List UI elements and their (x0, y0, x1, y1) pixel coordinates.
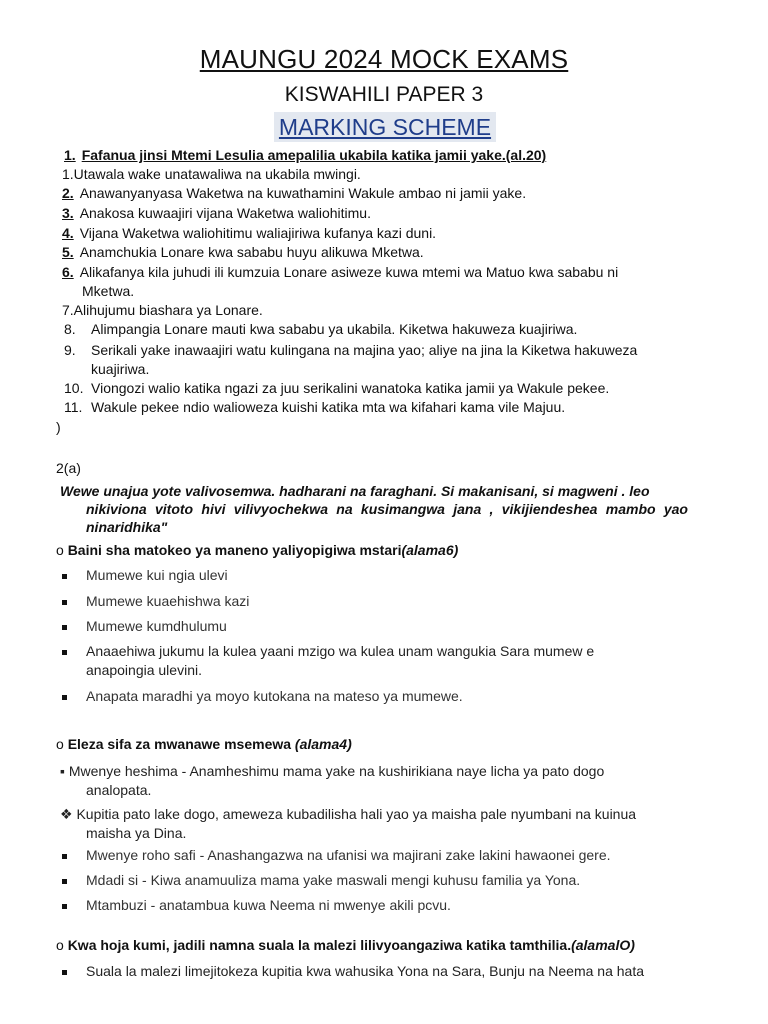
diamond-bullet-icon: ❖ (60, 806, 73, 822)
q2a-part1-marks: (alama6) (401, 542, 459, 558)
q1-item (62, 243, 424, 262)
q2a-part3-heading (56, 936, 635, 955)
q2a-part2-marks: (alama4) (294, 736, 352, 752)
list-item (60, 805, 700, 843)
document-subtitle: KISWAHILI PAPER 3 (284, 83, 484, 106)
q1-item-number: 11. (64, 399, 83, 415)
q2a-quote-first: Wewe unajua yote valivosemwa. hadharani na faraghani. Si makanisani, si magweni . leo (60, 483, 650, 499)
q2a-part2-heading (56, 735, 352, 754)
square-bullet-icon (62, 879, 67, 884)
small-square-bullet-icon: ▪ (60, 763, 65, 779)
list-item (60, 871, 580, 890)
list-item (60, 846, 611, 865)
q1-question (64, 146, 546, 165)
q1-number: 1. (64, 147, 76, 163)
list-item-continuation: maisha ya Dina. (86, 825, 187, 841)
q1-item-text: Alikafanya kila juhudi ili kumzuia Lonare asiweze kuwa mtemi wa Matuo kwa sababu ni (79, 264, 619, 280)
q1-item (62, 263, 618, 282)
list-item-text: Mumewe kumdhulumu (86, 618, 227, 634)
square-bullet-icon (62, 625, 67, 630)
list-item-continuation: anapoingia ulevini. (86, 662, 202, 678)
q1-item-continuation: Mketwa. (82, 283, 135, 299)
list-item-text: Kupitia pato lake dogo, ameweza kubadilisha hali yao ya maisha pale nyumbani na kuinua (76, 806, 637, 822)
list-item (60, 762, 700, 800)
closing-parenthesis: ) (56, 419, 61, 435)
q1-item-text: Wakule pekee ndio walioweza kuishi katika mta wa kifahari kama vile Majuu. (91, 399, 566, 415)
square-bullet-icon (62, 600, 67, 605)
list-item-text: Mumewe kui ngia ulevi (86, 567, 228, 583)
q1-item-number: 4. (62, 225, 74, 241)
square-bullet-icon (62, 854, 67, 859)
q1-item-number: 6. (62, 264, 74, 280)
q1-item (64, 398, 565, 417)
list-item (60, 642, 700, 680)
square-bullet-icon (62, 574, 67, 579)
q1-text: Fafanua jinsi Mtemi Lesulia amepalilia ukabila katika jamii yake.(al.20) (81, 147, 547, 163)
q1-item: 7.Alihujumu biashara ya Lonare. (62, 302, 263, 318)
square-bullet-icon (62, 970, 67, 975)
list-item-text: Mwenye roho safi - Anashangazwa na ufanisi wa majirani zake lakini hawaonei gere. (86, 847, 611, 863)
q1-item-number: 2. (62, 185, 74, 201)
q2a-quote-rest: nikiviona vitoto hivi vilivyochekwa na kusimangwa jana , vikijiendeshea mambo yao ninaridhika" (86, 501, 688, 535)
q1-item-number: 10. (64, 380, 84, 396)
list-item-text: Mumewe kuaehishwa kazi (86, 593, 250, 609)
q1-item-text: Vijana Waketwa waliohitimu waliajiriwa kufanya kazi duni. (79, 225, 437, 241)
square-bullet-icon (62, 904, 67, 909)
q1-item-number: 5. (62, 244, 74, 260)
list-item (60, 962, 700, 981)
circle-bullet-marker: o (56, 542, 64, 558)
circle-bullet-marker: o (56, 937, 64, 953)
q2a-quote (60, 482, 688, 536)
q2a-label: 2(a) (56, 460, 81, 476)
list-item (60, 592, 249, 611)
list-item (60, 566, 228, 585)
list-item-text: Suala la malezi limejitokeza kupitia kwa wahusika Yona na Sara, Bunju na Neema na hata (86, 963, 645, 979)
circle-bullet-marker: o (56, 736, 64, 752)
list-item-text: Mwenye heshima - Anamheshimu mama yake na kushirikiana naye licha ya pato dogo (68, 763, 605, 779)
q1-item-continuation: kuajiriwa. (91, 361, 150, 377)
q2a-part1-text: Baini sha matokeo ya maneno yaliyopigiwa mstari (67, 542, 402, 558)
q1-item-text: Anawanyanyasa Waketwa na kuwathamini Wakule ambao ni jamii yake. (79, 185, 527, 201)
q1-item (64, 341, 637, 360)
list-item-text: Mtambuzi - anatambua kuwa Neema ni mwenye akili pcvu. (86, 897, 451, 913)
q1-item (62, 204, 371, 223)
q1-item-text: Anamchukia Lonare kwa sababu huyu alikuwa Mketwa. (79, 244, 424, 260)
q1-item-text: Viongozi walio katika ngazi za juu serikalini wanatoka katika jamii ya Wakule pekee. (91, 380, 610, 396)
marking-scheme-heading (274, 112, 496, 142)
q2a-part2-text: Eleza sifa za mwanawe msemewa (67, 736, 292, 752)
list-item-continuation: analopata. (86, 782, 152, 798)
q1-item-number: 3. (62, 205, 74, 221)
q2a-part1-heading (56, 541, 458, 560)
q2a-part3-text: Kwa hoja kumi, jadili namna suala la malezi lilivyoangaziwa katika tamthilia. (67, 937, 572, 953)
list-item (60, 687, 463, 706)
q1-item (62, 184, 526, 203)
list-item-text: Anapata maradhi ya moyo kutokana na mateso ya mumewe. (86, 688, 463, 704)
q1-item (64, 379, 609, 398)
q1-item-number: 9. (64, 342, 76, 358)
q1-item-text: Anakosa kuwaajiri vijana Waketwa waliohitimu. (79, 205, 371, 221)
q1-item (64, 320, 577, 339)
q2a-part3-marks: (alamalO) (571, 937, 635, 953)
q1-item-text: Serikali yake inawaajiri watu kulingana na majina yao; aliye na jina la Kiketwa hakuweza (91, 342, 638, 358)
document-title: MAUNGU 2024 MOCK EXAMS (199, 44, 569, 74)
list-item (60, 617, 227, 636)
q1-item-text: Alimpangia Lonare mauti kwa sababu ya ukabila. Kiketwa hakuweza kuajiriwa. (91, 321, 578, 337)
list-item-text: Mdadi si - Kiwa anamuuliza mama yake maswali mengi kuhusu familia ya Yona. (86, 872, 581, 888)
square-bullet-icon (62, 695, 67, 700)
list-item (60, 896, 451, 915)
q1-item: 1.Utawala wake unatawaliwa na ukabila mwingi. (62, 166, 361, 182)
square-bullet-icon (62, 650, 67, 655)
marking-scheme-text: MARKING SCHEME (278, 114, 492, 140)
list-item-text: Anaaehiwa jukumu la kulea yaani mzigo wa kulea unam wangukia Sara mumew e (86, 643, 595, 659)
q1-item (62, 224, 436, 243)
q1-item-number: 8. (64, 321, 76, 337)
